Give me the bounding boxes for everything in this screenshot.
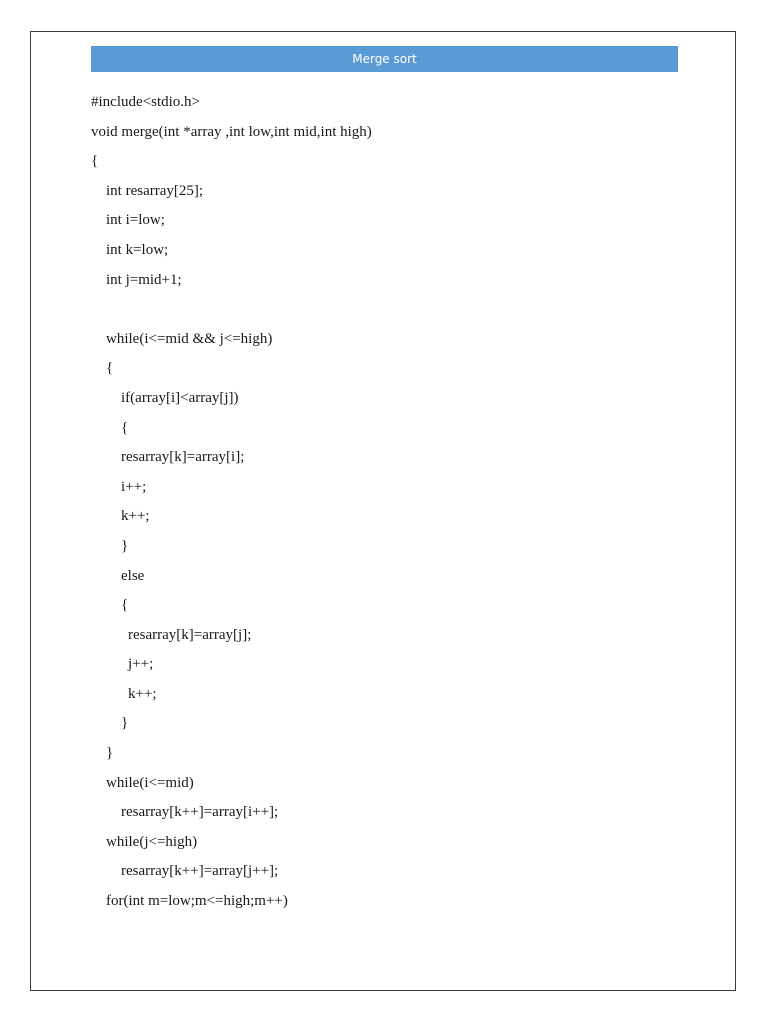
code-line: i++; <box>121 478 147 495</box>
code-line: int resarray[25]; <box>106 182 204 199</box>
code-line <box>91 295 691 325</box>
code-line: #include<stdio.h> <box>91 94 200 110</box>
code-line: } <box>121 715 129 732</box>
code-line: void merge(int *array ,int low,int mid,int high) <box>91 123 372 140</box>
code-line: } <box>106 745 114 762</box>
code-line: while(i<=mid && j<=high) <box>106 330 273 347</box>
code-line: } <box>121 537 129 554</box>
code-line: k++; <box>128 685 157 702</box>
code-line: k++; <box>121 508 150 525</box>
code-line: j++; <box>128 656 154 673</box>
code-line: { <box>106 360 114 377</box>
code-line: { <box>121 597 129 614</box>
code-line: int i=low; <box>106 212 165 229</box>
code-line: { <box>91 153 99 170</box>
document-title: Merge sort <box>91 46 678 72</box>
code-line: for(int m=low;m<=high;m++) <box>106 893 288 910</box>
code-line: { <box>121 419 129 436</box>
code-line: int k=low; <box>106 241 169 258</box>
code-line: resarray[k++]=array[j++]; <box>121 863 279 880</box>
code-line: while(i<=mid) <box>106 774 194 791</box>
code-line: resarray[k]=array[i]; <box>121 449 245 466</box>
code-line: else <box>121 567 145 584</box>
code-line: if(array[i]<array[j]) <box>121 389 239 406</box>
code-line: resarray[k]=array[j]; <box>128 626 252 643</box>
document-page <box>30 31 736 991</box>
code-line: int j=mid+1; <box>106 271 182 288</box>
code-block <box>91 88 691 917</box>
code-line: resarray[k++]=array[i++]; <box>121 804 279 821</box>
code-line: while(j<=high) <box>106 833 198 850</box>
